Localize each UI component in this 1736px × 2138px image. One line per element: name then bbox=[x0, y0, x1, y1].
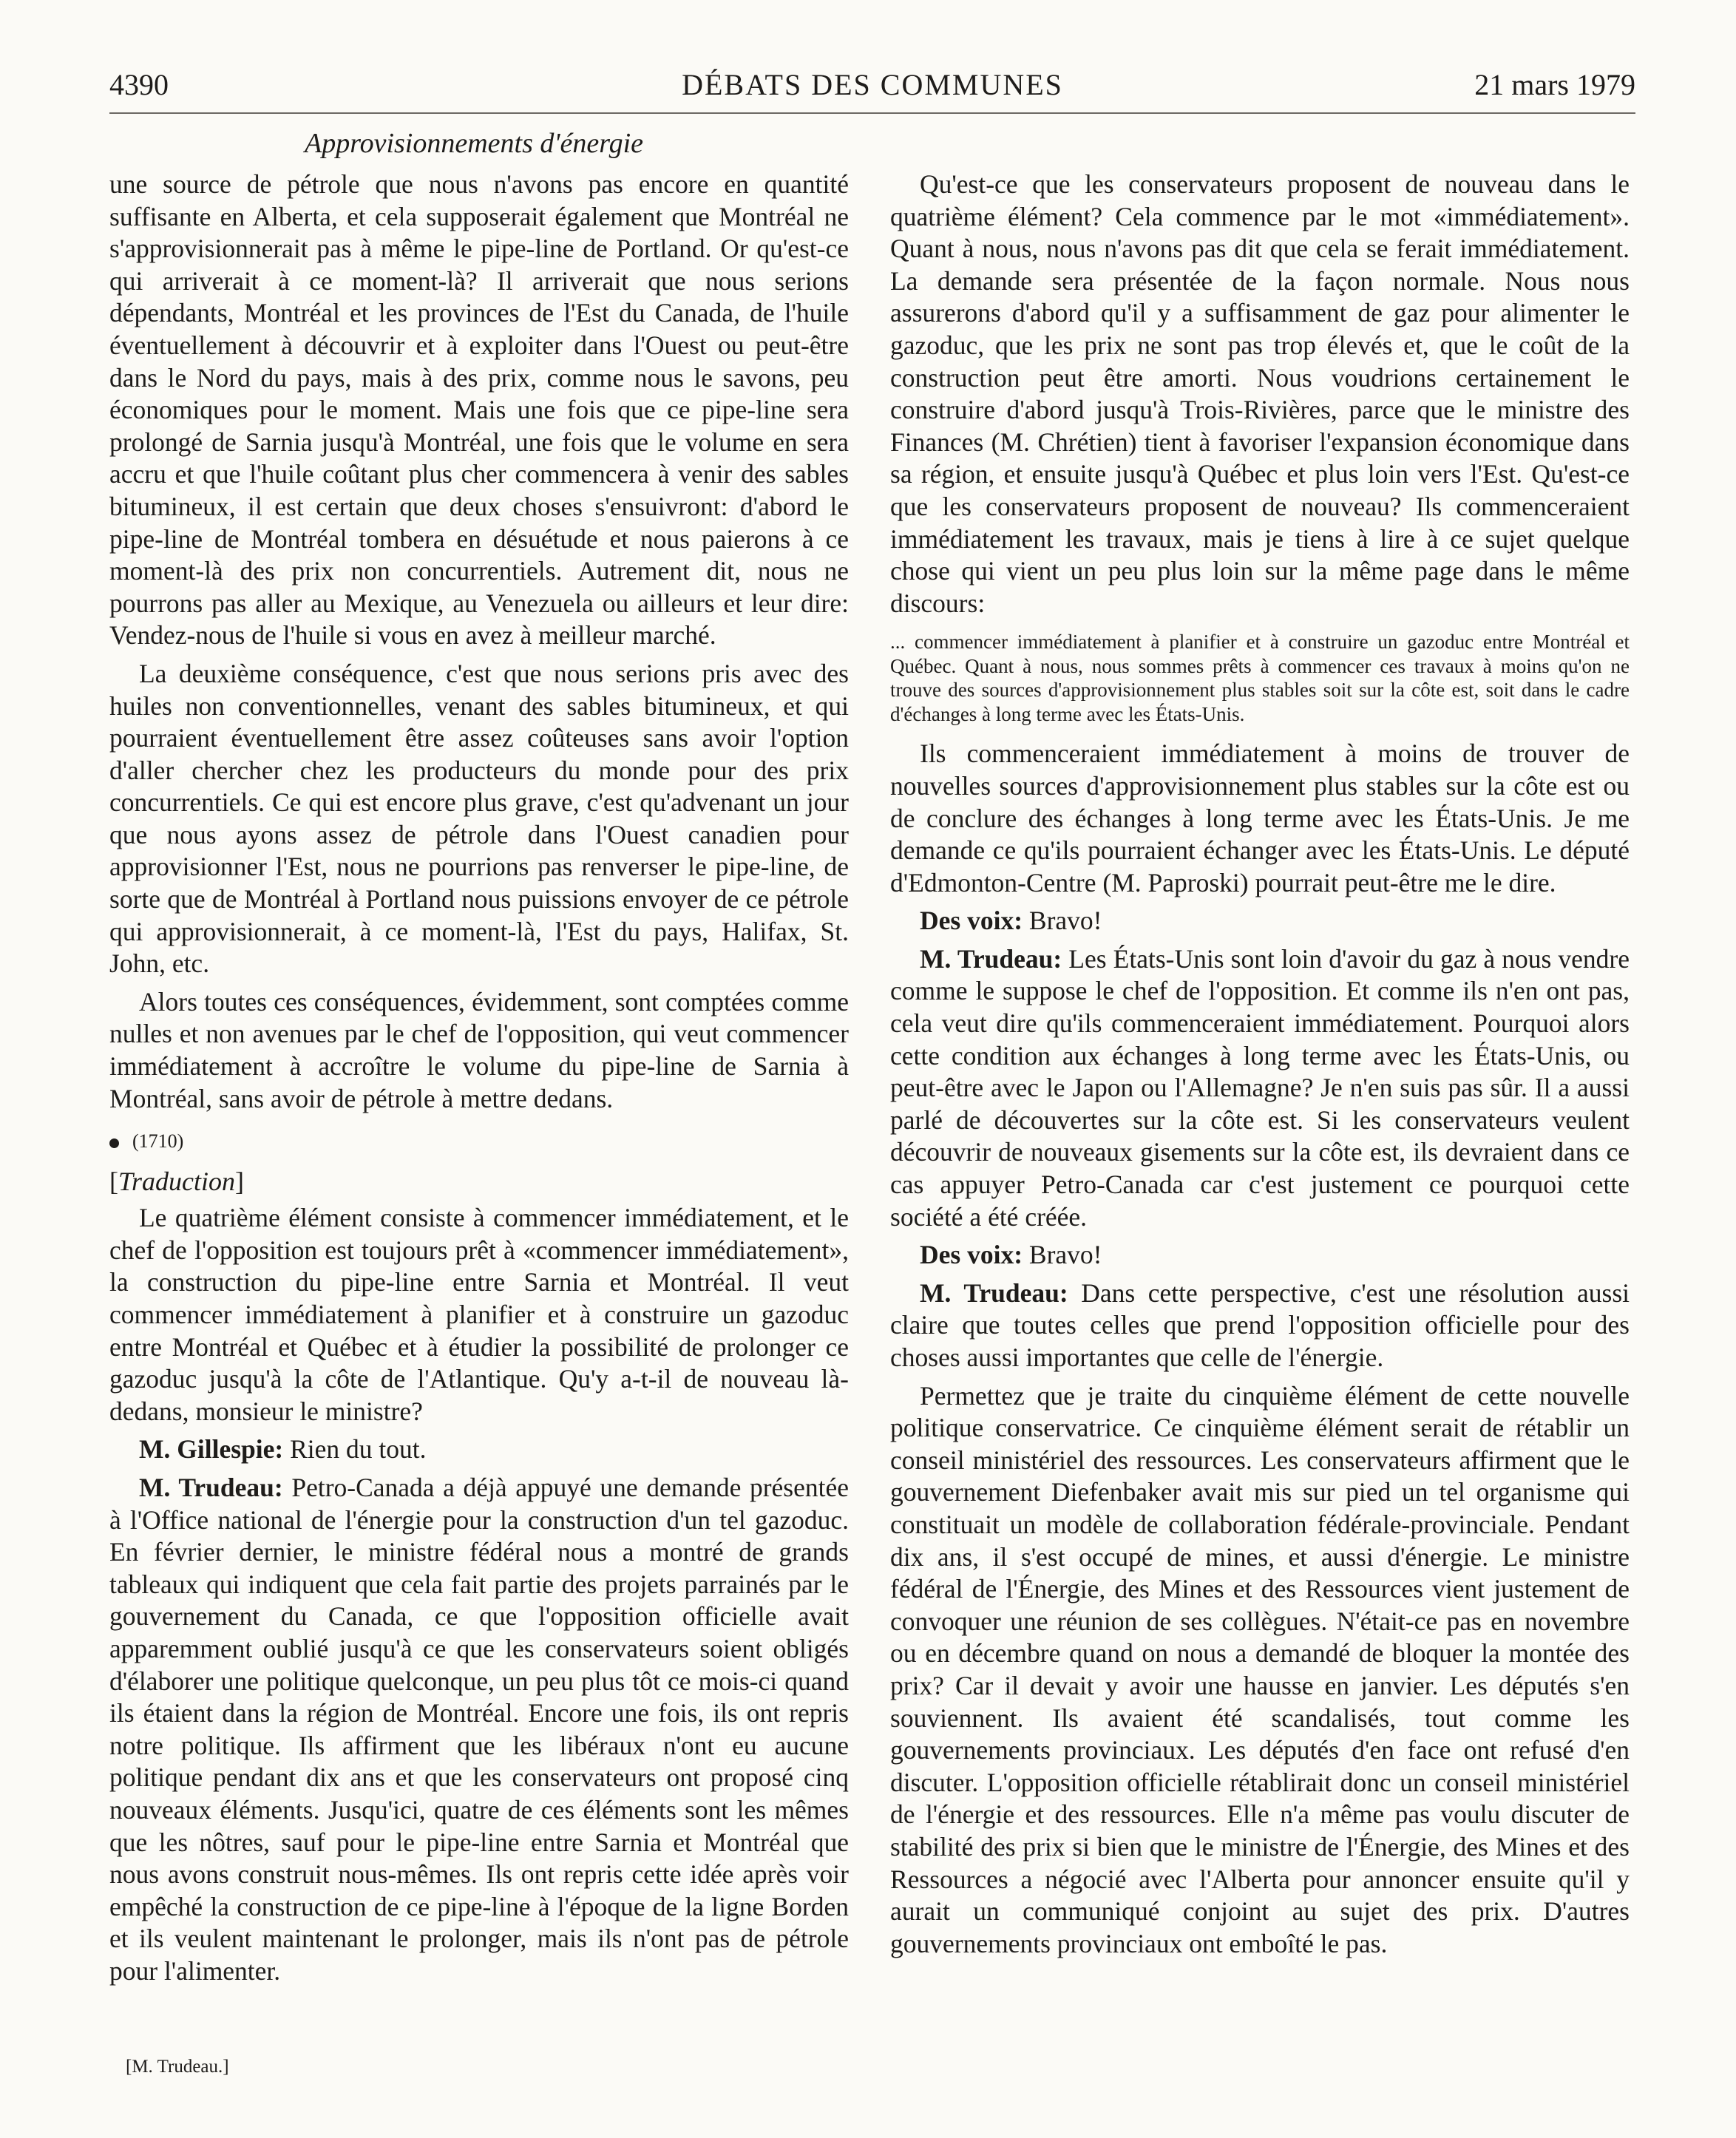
speech bbox=[890, 1239, 1630, 1272]
speech-text: Petro-Canada a déjà appuyé une demande présentée à l'Office national de l'énergie pour la construction d'un tel gazoduc. En février dernier, le ministre fédéral nous a montré de grands tableaux qui indiquent que cela fait partie des projets parrainés par le gouvernement du Canada, ce que l'opposition officielle avait apparemment oublié jusqu'à ce que les conservateurs soient obligés d'élaborer une politique quelconque, un peu plus tôt ce mois-ci quand ils étaient dans la région de Montréal. Encore une fois, ils ont repris notre politique. Ils affirment que les libéraux n'ont eu aucune politique pendant dix ans et que les conservateurs ont proposé cinq nouveaux éléments. Jusqu'ici, quatre de ces éléments sont les mêmes que les nôtres, sauf pour le pipe-line entre Sarnia et Montréal que nous avons construit nous-mêmes. Ils ont repris cette idée après voir empêché la construction de ce pipe-line à l'époque de la ligne Borden et ils veulent maintenant le prolonger, mais ils n'ont pas de pétrole pour l'alimenter. bbox=[109, 1472, 849, 1986]
running-header bbox=[109, 68, 1635, 114]
speaker-name: M. Trudeau: bbox=[920, 1277, 1068, 1308]
time-marker-text: (1710) bbox=[132, 1130, 184, 1153]
paragraph: Alors toutes ces conséquences, évidemment, sont comptées comme nulles et non avenues par le chef de l'opposition, qui veut commencer immédiatement à accroître le volume du pipe-line de Sarnia à Montréal, sans avoir de pétrole à mettre dedans. bbox=[109, 986, 849, 1113]
header-date: 21 mars 1979 bbox=[1474, 68, 1635, 101]
paragraph: La deuxième conséquence, c'est que nous serions pris avec des huiles non conventionnelles, venant des sables bitumineux, et qui pourraient éventuellement être assez coûteuses sans avoir l'option d'aller chercher chez les producteurs du monde pour des prix concurrentiels. Ce qui est encore plus grave, c'est qu'advenant un jour que nous ayons assez de pétrole dans l'Ouest canadien pour approvisionner l'Est, nous ne pourrions pas renverser le pipe-line, de sorte que de Montréal à Portland nous puissions envoyer de ce pétrole qui approvisionnerait, à ce moment-là, l'Est du pays, Halifax, St. John, etc. bbox=[109, 658, 849, 979]
speaker-name: Des voix: bbox=[920, 1240, 1023, 1270]
publication-title: DÉBATS DES COMMUNES bbox=[682, 68, 1063, 101]
speaker-name: M. Trudeau: bbox=[139, 1472, 283, 1502]
translation-label-text: Traduction bbox=[118, 1167, 236, 1197]
speech-text: Bravo! bbox=[1023, 906, 1102, 936]
time-marker bbox=[109, 1128, 849, 1155]
speech-text: Bravo! bbox=[1023, 1240, 1102, 1270]
paragraph: Permettez que je traite du cinquième élément de cette nouvelle politique conservatrice. Ce cinquième élément serait de rétablir un conseil ministériel des ressources. Les conservateurs affirment que le gouvernement Diefenbaker avait mis sur pied un tel organisme qui constituait un modèle de collaboration fédérale-provinciale. Pendant dix ans, il s'est occupé de mines, et aussi d'énergie. Le ministre fédéral de l'Énergie, des Mines et des Ressources vient justement de convoquer une réunion de ses collègues. N'était-ce pas en novembre ou en décembre quand on nous a demandé de bloquer la montée des prix? Car il devait y avoir une hausse en janvier. Les députés s'en souviennent. Ils avaient été scandalisés, tout comme les gouvernements provinciaux. Les députés d'en face ont refusé d'en discuter. L'opposition officielle rétablirait donc un conseil ministériel de l'énergie et des ressources. Elle n'a même pas voulu discuter de stabilité des prix si bien que le ministre de l'Énergie, des Mines et des Ressources a négocié avec l'Alberta pour annoncer ensuite qu'il y aurait un communiqué conjoint au sujet des prix. D'autres gouvernements provinciaux ont emboîté le pas. bbox=[890, 1380, 1630, 1958]
speech-text: Les États-Unis sont loin d'avoir du gaz à nous vendre comme le suppose le chef de l'opposition. Et comme ils n'en ont pas, cela veut dire qu'ils commenceraient immédiatement. Pourquoi alors cette condition aux échanges à long terme avec les États-Unis, ou peut-être avec le Japon ou l'Allemagne? Je n'en suis pas sûr. Il a aussi parlé de découvertes sur la côte est. Si les conservateurs veulent découvrir de nouveaux gisements sur la côte est, ils devraient dans ce cas appuyer Petro-Canada car c'est justement ce pourquoi cette société a été créée. bbox=[890, 943, 1630, 1232]
subject-heading: Approvisionnements d'énergie bbox=[305, 128, 644, 159]
speech bbox=[890, 905, 1630, 937]
right-column bbox=[890, 169, 1630, 1966]
speaker-name: M. Gillespie: bbox=[139, 1434, 284, 1465]
speech bbox=[109, 1472, 849, 1988]
left-column bbox=[109, 169, 849, 1993]
speech bbox=[890, 943, 1630, 1233]
paragraph: Le quatrième élément consiste à commencer immédiatement, et le chef de l'opposition est toujours prêt à «commencer immédiatement», la construction du pipe-line entre Sarnia et Montréal. Il veut commencer immédiatement à planifier et à construire un gazoduc entre Montréal et Québec et à étudier la possibilité de prolonger ce gazoduc jusqu'à la côte de l'Atlantique. Qu'y a-t-il de nouveau là-dedans, monsieur le ministre? bbox=[109, 1203, 849, 1426]
speech-text: Dans cette perspective, c'est une résolution aussi claire que toutes celles que prend l'opposition officielle pour des choses aussi importantes que celle de l'énergie. bbox=[890, 1277, 1630, 1372]
block-quote: ... commencer immédiatement à planifier et à construire un gazoduc entre Montréal et Québec. Quant à nous, nous sommes prêts à commencer ces travaux à moins qu'on ne trouve des sources d'approvisionnement plus stables soit sur la côte est, soit dans le cadre d'échanges à long terme avec les États-Unis. bbox=[890, 631, 1630, 725]
paragraph: Qu'est-ce que les conservateurs proposent de nouveau dans le quatrième élément? Cela commence par le mot «immédiatement». Quant à nous, nous n'avons pas dit que cela se ferait immédiatement. La demande sera présentée de la façon normale. Nous nous assurerons d'abord qu'il y a suffisamment de gaz pour alimenter le gazoduc, que les prix ne sont pas trop élevés et, que le coût de la construction peut être amorti. Nous voudrions certainement le construire d'abord jusqu'à Trois-Rivières, parce que le ministre des Finances (M. Chrétien) tient à favoriser l'expansion économique dans sa région, et ensuite jusqu'à Québec et plus loin vers l'Est. Qu'est-ce que les conservateurs proposent de nouveau? Ils commenceraient immédiatement les travaux, mais je tiens à lire à ce sujet quelque chose qui vient un peu plus loin sur la même page dans le même discours: bbox=[890, 169, 1630, 618]
speech-text: Rien du tout. bbox=[283, 1434, 427, 1465]
footer-speaker-note: [M. Trudeau.] bbox=[126, 2057, 229, 2077]
page-number: 4390 bbox=[109, 68, 169, 101]
paragraph: Ils commenceraient immédiatement à moins de trouver de nouvelles sources d'approvisionnement plus stables sur la côte est ou de conclure des échanges à long terme avec les États-Unis. Je me demande ce qu'ils pourraient échanger avec les États-Unis. Le député d'Edmonton-Centre (M. Paproski) pourrait peut-être me le dire. bbox=[890, 739, 1630, 897]
speaker-name: Des voix: bbox=[920, 906, 1023, 936]
translation-label: [Traduction] bbox=[109, 1167, 245, 1197]
paragraph: une source de pétrole que nous n'avons pas encore en quantité suffisante en Alberta, et cela supposerait également que Montréal ne s'approvisionnerait pas à même le pipe-line de Portland. Or qu'est-ce qui arriverait à ce moment-là? Il arriverait que nous serions dépendants, Montréal et les provinces de l'Est du Canada, de l'huile éventuellement à découvrir et à exploiter dans l'Ouest ou peut-être dans le Nord du pays, mais à des prix, comme nous le savons, peu économiques pour le moment. Mais une fois que ce pipe-line sera prolongé de Sarnia jusqu'à Montréal, une fois que le volume en sera accru et que l'huile coûtant plus cher commencera à venir des sables bitumineux, il est certain que deux choses s'ensuivront: d'abord le pipe-line de Montréal tombera en désuétude et nous paierons à ce moment-là des prix non concurrentiels. Autrement dit, nous ne pourrons pas aller au Mexique, au Venezuela ou ailleurs et leur dire: Vendez-nous de l'huile si vous en avez à meilleur marché. bbox=[109, 169, 849, 651]
bullet-icon bbox=[109, 1138, 119, 1148]
speaker-name: M. Trudeau: bbox=[920, 943, 1062, 974]
speech bbox=[109, 1433, 849, 1466]
speech bbox=[890, 1277, 1630, 1374]
